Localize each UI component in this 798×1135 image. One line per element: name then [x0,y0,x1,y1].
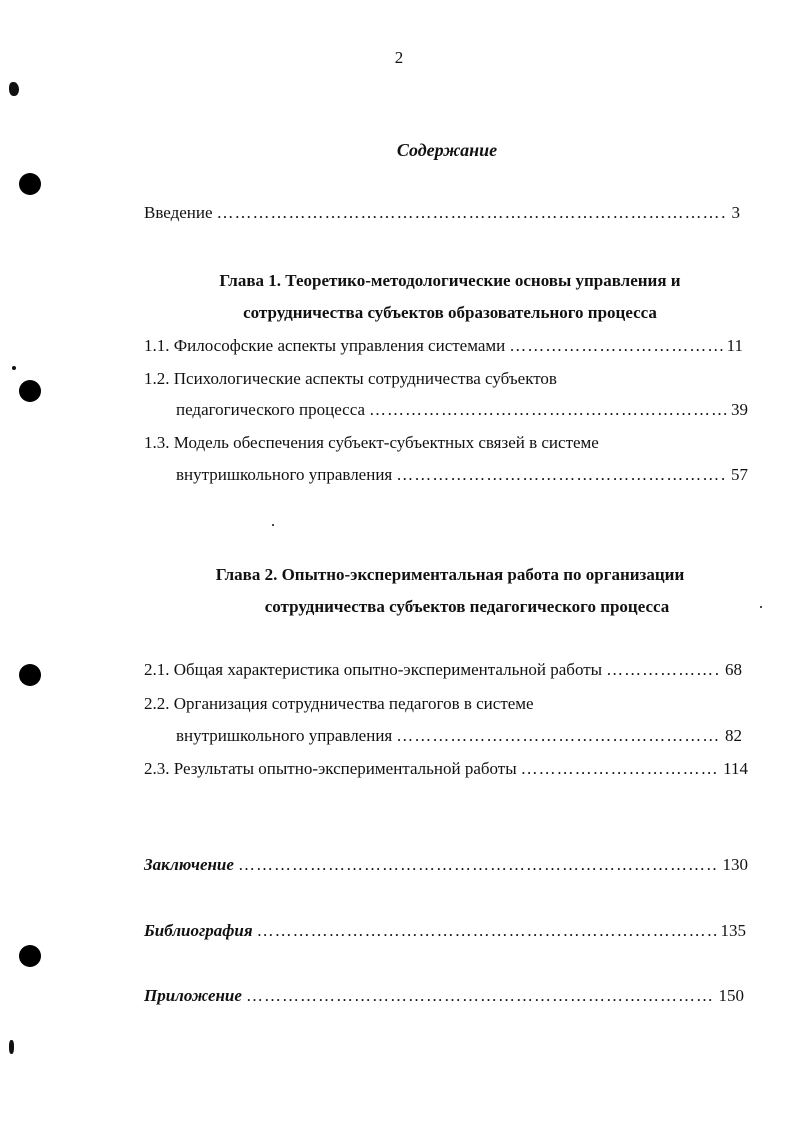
dot-leader [217,203,728,223]
toc-entry-label: внутришкольного управления [176,726,393,745]
toc-entry-label: Заключение [144,855,234,874]
toc-entry-label: Введение [144,203,213,222]
toc-entry-bibliography [144,921,746,941]
toc-entry-2-2-line-1: 2.2. Организация сотрудничества педагогов в системе [144,694,534,713]
dot-leader [257,921,717,941]
toc-entry-1-3-line-1: 1.3. Модель обеспечения субъект-субъектных связей в системе [144,433,599,452]
dot-leader [369,400,727,420]
toc-entry-2-1 [144,660,742,680]
dot-leader [238,855,719,875]
chapter-2-heading-line-1: Глава 2. Опытно-экспериментальная работа по организации [215,565,685,584]
toc-entry-1-1 [144,336,743,356]
scan-speck [272,524,274,526]
toc-entry-introduction [144,203,740,223]
toc-entry-label: 1.1. Философские аспекты управления системами [144,336,506,355]
scan-speck [9,82,19,96]
dot-leader [606,660,721,680]
toc-entry-1-2 [176,400,748,420]
toc-entry-appendix [144,986,744,1006]
toc-entry-conclusion [144,855,748,875]
toc-entry-page: 3 [731,203,740,222]
toc-entry-page: 150 [718,986,744,1005]
toc-entry-label: Приложение [144,986,242,1005]
binder-hole [19,173,41,195]
toc-entry-2-2 [176,726,742,746]
chapter-1-heading-line-2: сотрудничества субъектов образовательного процесса [243,303,657,322]
page-title: Содержание [396,140,498,160]
dot-leader [509,336,722,356]
toc-entry-label: внутришкольного управления [176,465,393,484]
toc-entry-page: 11 [726,336,743,355]
binder-hole [19,945,41,967]
scan-speck [9,1040,14,1054]
scan-speck [12,366,16,370]
dot-leader [396,465,727,485]
chapter-2-heading-line-2: сотрудничества субъектов педагогического процесса [264,597,670,616]
toc-entry-page: 135 [720,921,746,940]
toc-entry-1-3 [176,465,748,485]
toc-entry-1-2-line-1: 1.2. Психологические аспекты сотрудничества субъектов [144,369,557,388]
toc-entry-page: 82 [725,726,742,745]
toc-entry-2-3 [144,759,748,779]
dot-leader [521,759,719,779]
toc-entry-label: 2.3. Результаты опытно-экспериментальной работы [144,759,517,778]
dot-leader [396,726,721,746]
toc-entry-page: 39 [731,400,748,419]
binder-hole [19,664,41,686]
toc-entry-page: 130 [722,855,748,874]
binder-hole [19,380,41,402]
toc-entry-label: 2.1. Общая характеристика опытно-экспериментальной работы [144,660,603,679]
toc-entry-page: 57 [731,465,748,484]
toc-entry-label: Библиография [144,921,253,940]
dot-leader [246,986,715,1006]
chapter-1-heading-line-1: Глава 1. Теоретико-методологические основы управления и [219,271,681,290]
page-number: 2 [394,48,404,67]
toc-entry-label: педагогического процесса [176,400,366,419]
toc-entry-page: 68 [725,660,742,679]
toc-entry-page: 114 [723,759,748,778]
